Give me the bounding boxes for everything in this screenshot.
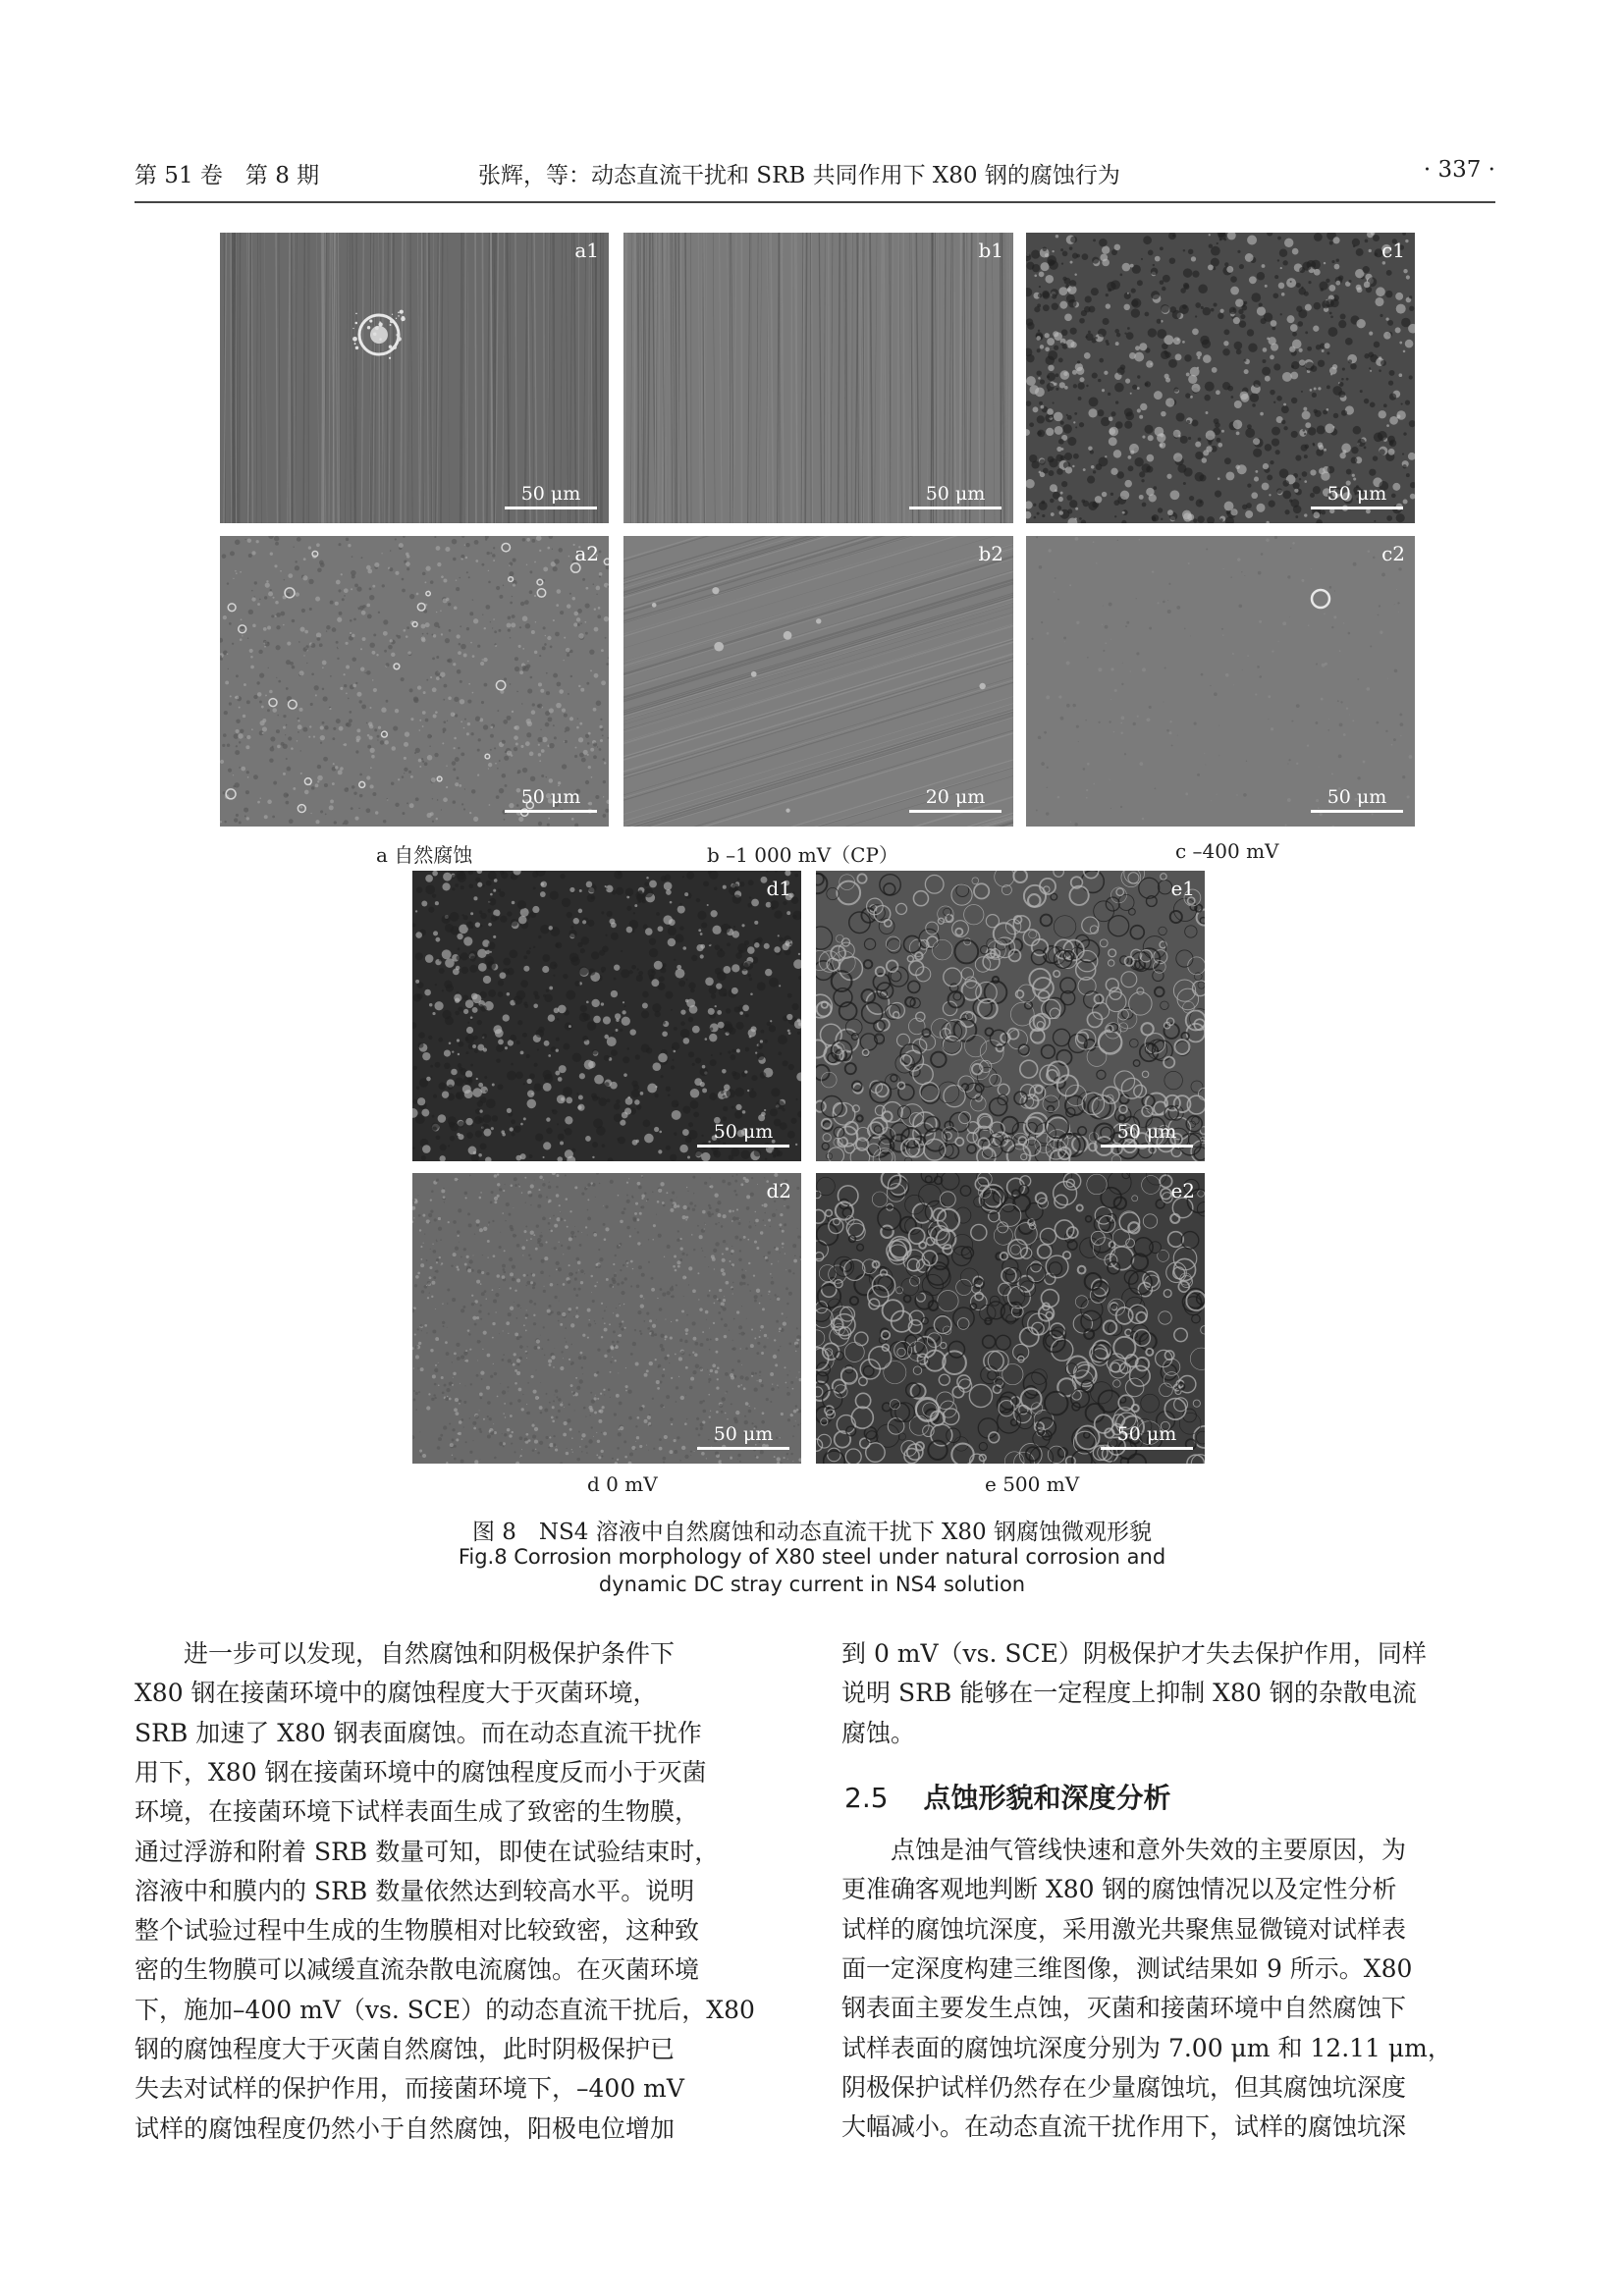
panel-tag: a2 bbox=[574, 542, 599, 565]
scale-bar bbox=[1101, 1423, 1193, 1450]
text-line: 下，施加–400 mV（vs. SCE）的动态直流干扰后，X80 bbox=[135, 1995, 755, 2024]
figure-caption-zh: 图 8 NS4 溶液中自然腐蚀和动态直流干扰下 X80 钢腐蚀微观形貌 bbox=[471, 1520, 1153, 1545]
scale-bar bbox=[505, 483, 597, 509]
micrograph-e1 bbox=[816, 871, 1205, 1161]
scale-bar-label: 50 μm bbox=[713, 1121, 774, 1143]
micrograph-texture bbox=[623, 536, 1013, 827]
scale-bar-line bbox=[1101, 1145, 1193, 1148]
text-line: 环境，在接菌环境下试样表面生成了致密的生物膜， bbox=[135, 1797, 700, 1827]
scale-bar bbox=[505, 786, 597, 813]
panel-tag: c2 bbox=[1381, 542, 1405, 565]
section-number: 2.5 bbox=[844, 1782, 889, 1814]
scale-bar-line bbox=[1311, 810, 1403, 813]
micrograph-texture bbox=[623, 233, 1013, 523]
micrograph-texture bbox=[1026, 233, 1415, 523]
scale-bar-line bbox=[909, 810, 1001, 813]
scale-bar-line bbox=[505, 507, 597, 509]
figure-caption-en-line2: dynamic DC stray current in NS4 solution bbox=[598, 1573, 1026, 1596]
text-line: 更准确客观地判断 X80 钢的腐蚀情况以及定性分析 bbox=[841, 1875, 1397, 1904]
text-line: 腐蚀。 bbox=[841, 1718, 916, 1747]
text-line: 溶液中和膜内的 SRB 数量依然达到较高水平。说明 bbox=[135, 1876, 695, 1905]
panel-tag: b2 bbox=[978, 542, 1003, 565]
panel-tag: b1 bbox=[978, 239, 1003, 262]
scale-bar-line bbox=[909, 507, 1001, 509]
micrograph-texture bbox=[816, 1173, 1205, 1464]
micrograph-b2 bbox=[623, 536, 1013, 827]
scale-bar-label: 50 μm bbox=[1116, 1121, 1177, 1143]
micrograph-d2 bbox=[412, 1173, 801, 1464]
scale-bar-line bbox=[505, 810, 597, 813]
scale-bar bbox=[697, 1423, 789, 1450]
text-line: 试样的腐蚀程度仍然小于自然腐蚀，阳极电位增加 bbox=[135, 2113, 676, 2143]
scale-bar bbox=[909, 483, 1001, 509]
scale-bar-label: 50 μm bbox=[1326, 786, 1387, 808]
micrograph-c2 bbox=[1026, 536, 1415, 827]
scale-bar-label: 50 μm bbox=[520, 483, 581, 505]
text-line: X80 钢在接菌环境中的腐蚀程度大于灭菌环境， bbox=[135, 1679, 658, 1708]
running-title: 张辉，等：动态直流干扰和 SRB 共同作用下 X80 钢的腐蚀行为 bbox=[478, 163, 1120, 188]
text-line: 点蚀是油气管线快速和意外失效的主要原因，为 bbox=[841, 1836, 1407, 1864]
text-line: 大幅减小。在动态直流干扰作用下，试样的腐蚀坑深 bbox=[841, 2112, 1407, 2142]
section-heading bbox=[844, 1777, 1171, 1816]
text-line: 试样表面的腐蚀坑深度分别为 7.00 μm 和 12.11 μm， bbox=[841, 2033, 1452, 2062]
scale-bar-label: 20 μm bbox=[925, 786, 986, 808]
section-title: 点蚀形貌和深度分析 bbox=[923, 1782, 1171, 1814]
micrograph-e2 bbox=[816, 1173, 1205, 1464]
sublabel-c: c –400 mV bbox=[1175, 839, 1279, 863]
micrograph-texture bbox=[412, 1173, 801, 1464]
text-line: 说明 SRB 能够在一定程度上抑制 X80 钢的杂散电流 bbox=[841, 1679, 1417, 1708]
volume-issue: 第 51 卷 第 8 期 bbox=[135, 163, 320, 188]
scale-bar-label: 50 μm bbox=[713, 1423, 774, 1445]
micrograph-texture bbox=[1026, 536, 1415, 827]
micrograph-b1 bbox=[623, 233, 1013, 523]
micrograph-texture bbox=[816, 871, 1205, 1161]
scale-bar bbox=[1311, 483, 1403, 509]
text-line: 到 0 mV（vs. SCE）阴极保护才失去保护作用，同样 bbox=[841, 1639, 1427, 1668]
scale-bar-line bbox=[1101, 1447, 1193, 1450]
scale-bar bbox=[697, 1121, 789, 1148]
micrograph-texture bbox=[220, 536, 609, 827]
micrograph-texture bbox=[220, 233, 609, 523]
text-line: 钢表面主要发生点蚀，灭菌和接菌环境中自然腐蚀下 bbox=[841, 1994, 1407, 2023]
running-header bbox=[135, 157, 1495, 196]
micrograph-d1 bbox=[412, 871, 801, 1161]
micrograph-c1 bbox=[1026, 233, 1415, 523]
text-line: 用下，X80 钢在接菌环境中的腐蚀程度反而小于灭菌 bbox=[135, 1757, 707, 1787]
figure-caption-en-line1: Fig.8 Corrosion morphology of X80 steel under natural corrosion and bbox=[458, 1545, 1166, 1569]
text-line: 阴极保护试样仍然存在少量腐蚀坑，但其腐蚀坑深度 bbox=[841, 2072, 1407, 2102]
micrograph-texture bbox=[412, 871, 801, 1161]
text-line: 进一步可以发现，自然腐蚀和阴极保护条件下 bbox=[135, 1639, 676, 1668]
panel-tag: d1 bbox=[766, 877, 791, 900]
micrograph-a2 bbox=[220, 536, 609, 827]
scale-bar bbox=[1101, 1121, 1193, 1148]
panel-tag: c1 bbox=[1381, 239, 1405, 262]
scale-bar-label: 50 μm bbox=[925, 483, 986, 505]
sublabel-a: a 自然腐蚀 bbox=[376, 843, 473, 867]
sublabel-d: d 0 mV bbox=[587, 1472, 658, 1496]
panel-tag: d2 bbox=[766, 1179, 791, 1202]
scale-bar-line bbox=[697, 1145, 789, 1148]
header-rule bbox=[135, 201, 1495, 203]
scale-bar-label: 50 μm bbox=[520, 786, 581, 808]
text-line: 面一定深度构建三维图像，测试结果如 9 所示。X80 bbox=[841, 1953, 1413, 1983]
scale-bar-line bbox=[697, 1447, 789, 1450]
text-line: SRB 加速了 X80 钢表面腐蚀。而在动态直流干扰作 bbox=[135, 1718, 702, 1747]
scale-bar bbox=[1311, 786, 1403, 813]
sublabel-e: e 500 mV bbox=[985, 1472, 1080, 1496]
text-line: 整个试验过程中生成的生物膜相对比较致密，这种致 bbox=[135, 1916, 700, 1946]
text-line: 试样的腐蚀坑深度，采用激光共聚焦显微镜对试样表 bbox=[841, 1914, 1407, 1944]
text-line: 通过浮游和附着 SRB 数量可知，即使在试验结束时， bbox=[135, 1837, 720, 1866]
panel-tag: e1 bbox=[1170, 877, 1195, 900]
page-number: · 337 · bbox=[1423, 157, 1495, 183]
micrograph-a1 bbox=[220, 233, 609, 523]
scale-bar-label: 50 μm bbox=[1116, 1423, 1177, 1445]
scale-bar-line bbox=[1311, 507, 1403, 509]
sublabel-b: b –1 000 mV（CP） bbox=[707, 843, 898, 867]
text-line: 钢的腐蚀程度大于灭菌自然腐蚀，此时阴极保护已 bbox=[135, 2035, 676, 2063]
panel-tag: a1 bbox=[574, 239, 599, 262]
text-line: 失去对试样的保护作用，而接菌环境下，–400 mV bbox=[135, 2074, 684, 2104]
scale-bar-label: 50 μm bbox=[1326, 483, 1387, 505]
scale-bar bbox=[909, 786, 1001, 813]
text-line: 密的生物膜可以减缓直流杂散电流腐蚀。在灭菌环境 bbox=[135, 1955, 700, 1985]
panel-tag: e2 bbox=[1170, 1179, 1195, 1202]
